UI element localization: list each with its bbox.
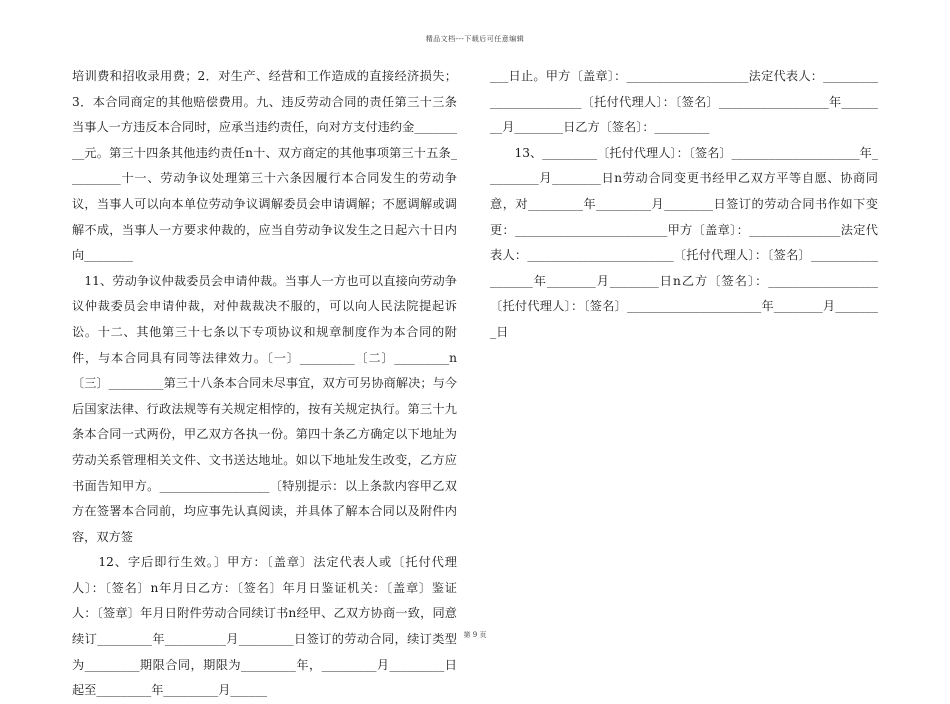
left-paragraph-1: 培训费和招收录用费；2．对生产、经营和工作造成的直接经济损失；3．本合同商定的其他赔偿费用。九、违反劳动合同的责任第三十三条当事人一方违反本合同时，应承当违约责任，向对方支付违约金_________元。第三十四条其他违约责任n十、双方商定的其他事项第三十五条_________十一、劳动争议处理第三十六条因履行本合同发生的劳动争议，当事人可以向本单位劳动争议调解委员会申请调解；不愿调解或调解不成，当事人一方要求仲裁的，应当自劳动争议发生之日起六十日内向________ xyxy=(72,69,457,263)
left-paragraph-2: 11、劳动争议仲裁委员会申请仲裁。当事人一方也可以直接向劳动争议仲裁委员会申请仲裁，对仲裁裁决不服的，可以向人民法院提起诉讼。十二、其他第三十七条以下专项协议和规章制度作为本合同的附件，与本合同具有同等法律效力。〔一〕_________〔二〕_________n〔三〕_________第三十八条本合同未尽事宜，双方可另协商解决；与今后国家法律、行政法规等有关规定相悖的，按有关规定执行。第三十九条本合同一式两份，甲乙双方各执一份。第四十条乙方确定以下地址为劳动关系管理相关文件、文书送达地址。如以下地址发生改变，乙方应书面告知甲方。__________________〔特别提示：以上条款内容甲乙双方在签署本合同前，均应事先认真阅读，并具体了解本合同以及附件内容，双方签 xyxy=(72,273,457,544)
right-column xyxy=(490,64,878,346)
right-paragraph-2: 13、_________〔托付代理人〕：〔签名〕_____________________年_________月________日n劳动合同变更书经甲乙双方平等自愿、协商同意，对_________年_________月________日签订的劳动合同书作如下变更：_________________________甲方〔盖章〕：_______________法定代表人：________________________〔托付代理人〕：〔签名〕__________________年________月________日n乙方〔签名〕：__________________〔托付代理人〕：〔签名〕______________________年________月________日 xyxy=(490,145,878,339)
left-paragraph-3: 12、字后即行生效。〕甲方：〔盖章〕法定代表人或〔托付代理人〕：〔签名〕n年月日乙方：〔签名〕年月日鉴证机关：〔盖章〕鉴证人：〔签章〕年月日附件劳动合同续订书n经甲、乙双方协商一致，同意续订_________年__________月_________日签订的劳动合同，续订类型为_________期限合同，期限为_________年，_________月_________日起至_________年_________月______ xyxy=(72,555,457,698)
page-footer: 第 9 页 xyxy=(463,631,487,639)
left-column xyxy=(72,64,457,704)
right-paragraph-1: ___日止。甲方〔盖章〕：____________________法定代表人：________________________〔托付代理人〕：〔签名〕__________________年________月________日乙方〔签名〕：_________ xyxy=(490,69,878,135)
page-header: 精品文档---下载后可任意编辑 xyxy=(425,35,525,43)
